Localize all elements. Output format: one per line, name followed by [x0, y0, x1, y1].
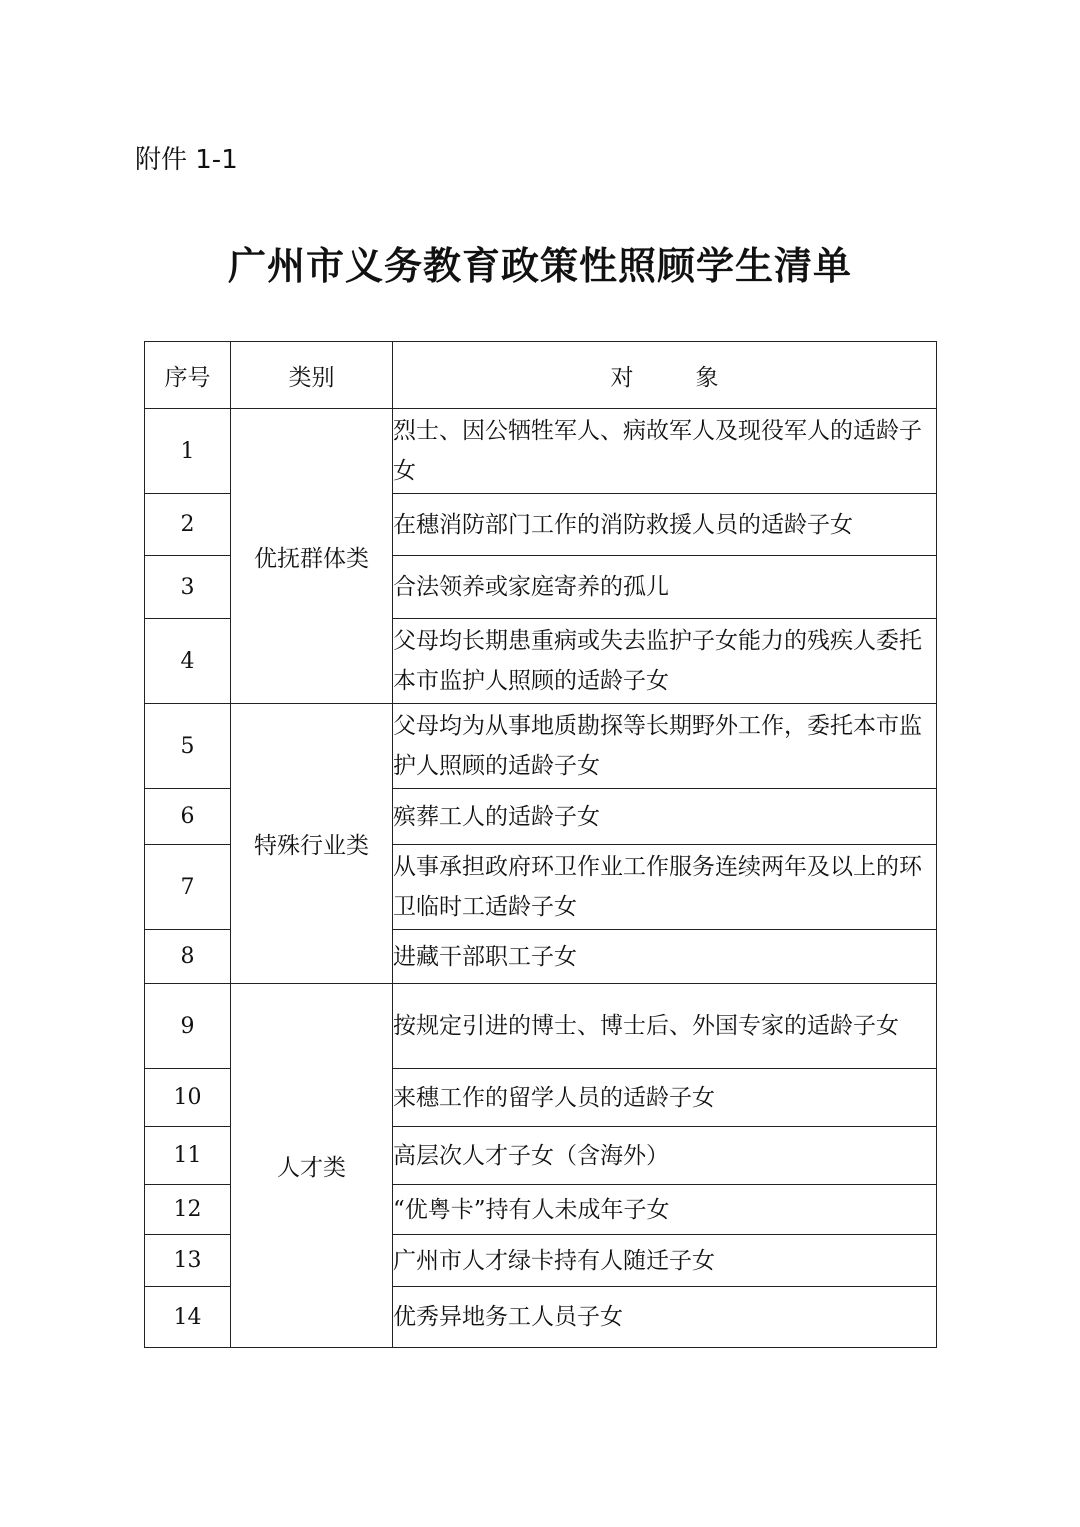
table-row — [145, 984, 937, 1069]
table-header-row — [145, 342, 937, 409]
row-object: 广州市人才绿卡持有人随迁子女 — [393, 1235, 937, 1287]
header-category: 类别 — [231, 342, 393, 409]
row-number: 1 — [145, 409, 231, 494]
row-number: 9 — [145, 984, 231, 1069]
row-object: 按规定引进的博士、博士后、外国专家的适龄子女 — [393, 984, 937, 1069]
row-number: 11 — [145, 1127, 231, 1185]
document-title: 广州市义务教育政策性照顾学生清单 — [227, 243, 852, 288]
row-object: 殡葬工人的适龄子女 — [393, 789, 937, 845]
row-object: 父母均长期患重病或失去监护子女能力的残疾人委托本市监护人照顾的适龄子女 — [393, 619, 937, 704]
row-object: 烈士、因公牺牲军人、病故军人及现役军人的适龄子女 — [393, 409, 937, 494]
row-number: 12 — [145, 1185, 231, 1235]
category-cell: 人才类 — [231, 984, 393, 1348]
student-list-table — [144, 341, 937, 1348]
category-cell: 优抚群体类 — [231, 409, 393, 704]
attachment-label: 附件 1-1 — [135, 145, 238, 175]
row-number: 6 — [145, 789, 231, 845]
row-object: 来穗工作的留学人员的适龄子女 — [393, 1069, 937, 1127]
row-object: 在穗消防部门工作的消防救援人员的适龄子女 — [393, 494, 937, 556]
row-number: 8 — [145, 930, 231, 984]
row-object: 高层次人才子女（含海外） — [393, 1127, 937, 1185]
row-object: 从事承担政府环卫作业工作服务连续两年及以上的环卫临时工适龄子女 — [393, 845, 937, 930]
header-number: 序号 — [145, 342, 231, 409]
row-number: 13 — [145, 1235, 231, 1287]
table-row — [145, 409, 937, 494]
row-object: 合法领养或家庭寄养的孤儿 — [393, 556, 937, 619]
header-object — [393, 342, 937, 409]
row-object: 父母均为从事地质勘探等长期野外工作，委托本市监护人照顾的适龄子女 — [393, 704, 937, 789]
header-object-left: 对 — [610, 364, 634, 391]
row-number: 3 — [145, 556, 231, 619]
row-object: 优秀异地务工人员子女 — [393, 1287, 937, 1348]
table-row — [145, 704, 937, 789]
row-object: 进藏干部职工子女 — [393, 930, 937, 984]
header-object-right: 象 — [695, 364, 719, 391]
row-number: 2 — [145, 494, 231, 556]
row-number: 14 — [145, 1287, 231, 1348]
row-number: 4 — [145, 619, 231, 704]
row-number: 10 — [145, 1069, 231, 1127]
row-number: 7 — [145, 845, 231, 930]
row-number: 5 — [145, 704, 231, 789]
category-cell: 特殊行业类 — [231, 704, 393, 984]
row-object: “优粤卡”持有人未成年子女 — [393, 1185, 937, 1235]
